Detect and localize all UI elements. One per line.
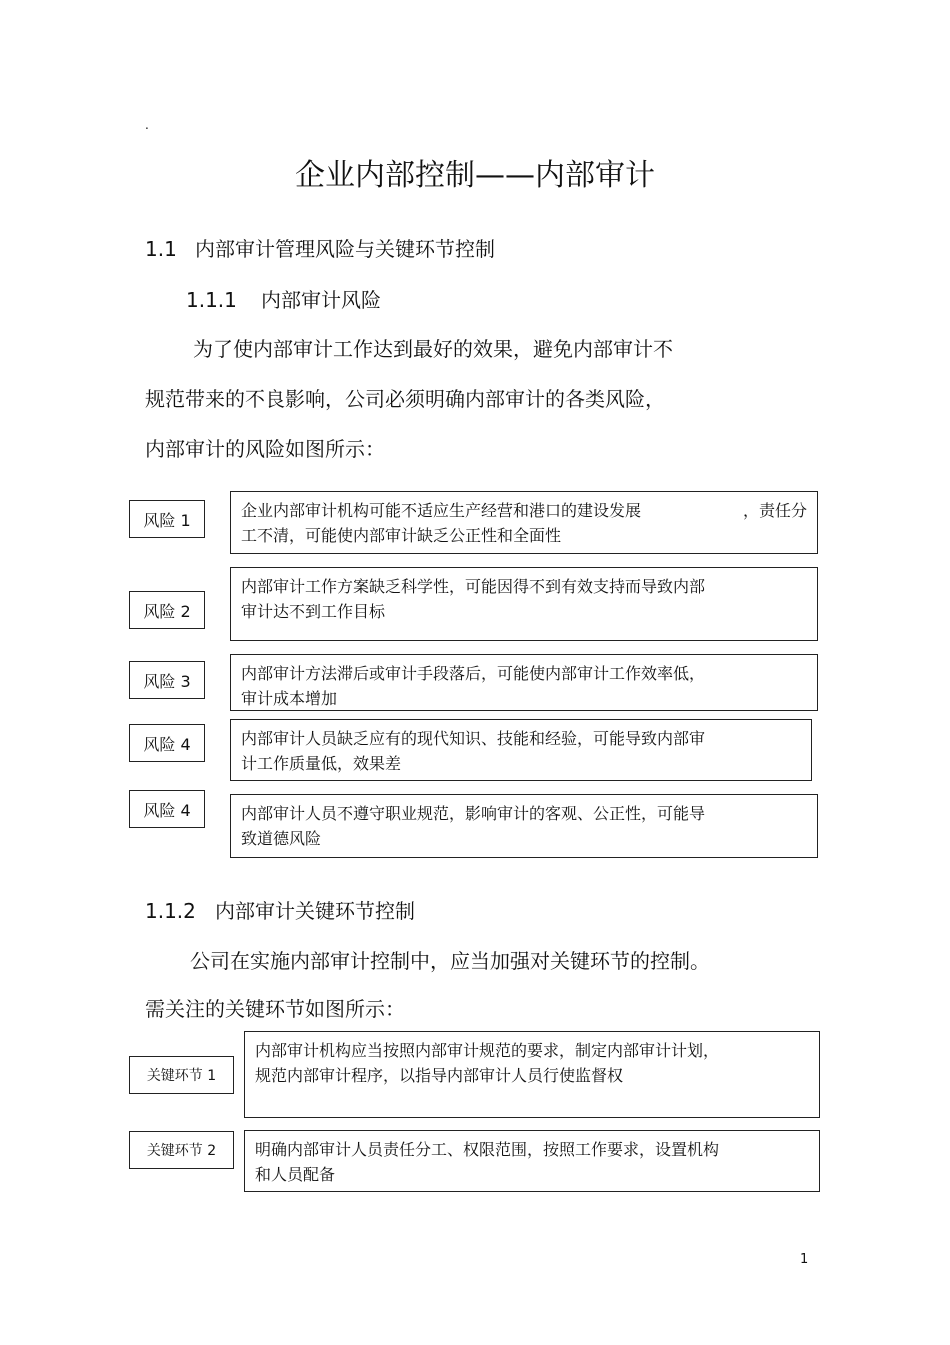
risk-text-line: 致道德风险 [241,829,322,848]
section-heading [145,233,495,262]
risk-text-line: 内部审计人员缺乏应有的现代知识、技能和经验，可能导致内部审 [241,729,706,748]
risk-box-3 [230,654,818,711]
subsection-heading-1 [186,284,381,313]
paragraph-line: 需关注的关键环节如图所示： [145,997,405,1021]
subsection-title: 内部审计关键环节控制 [215,899,415,923]
subsection-heading-2 [145,895,415,924]
risk-box-5 [230,794,818,858]
risk-text-line: 内部审计方法滞后或审计手段落后，可能使内部审计工作效率低， [241,664,706,683]
key-box-2 [244,1130,820,1192]
subsection-title: 内部审计风险 [261,288,381,312]
key-text-line: 明确内部审计人员责任分工、权限范围，按照工作要求，设置机构 [255,1140,720,1159]
key-label-2: 关键环节 2 [129,1131,234,1169]
key-text-line: 规范内部审计程序，以指导内部审计人员行使监督权 [255,1066,624,1085]
risk-label-1: 风险 1 [129,500,205,538]
risk-label-2: 风险 2 [129,591,205,629]
risk-box-2 [230,567,818,641]
risk-box-4 [230,719,812,781]
paragraph-line: 内部审计的风险如图所示： [145,437,385,461]
risk-text-line: 审计成本增加 [241,689,338,708]
subsection-number: 1.1.2 [145,899,196,923]
risk-label-3: 风险 3 [129,661,205,699]
risk-text-line [241,498,807,523]
risk-label-5: 风险 4 [129,790,205,828]
subsection-number: 1.1.1 [186,288,237,312]
key-label-1: 关键环节 1 [129,1056,234,1094]
risk-text-line: 内部审计人员不遵守职业规范，影响审计的客观、公正性，可能导 [241,804,706,823]
section-number: 1.1 [145,237,177,261]
paragraph-line: 规范带来的不良影响，公司必须明确内部审计的各类风险， [145,387,665,411]
key-text-line: 内部审计机构应当按照内部审计规范的要求，制定内部审计计划， [255,1041,720,1060]
risk-text: ，责任分 [742,501,807,520]
section-title: 内部审计管理风险与关键环节控制 [195,237,495,261]
paragraph-line: 公司在实施内部审计控制中，应当加强对关键环节的控制。 [190,949,710,973]
header-dot: . [145,118,149,132]
key-text-line: 和人员配备 [255,1165,336,1184]
risk-text: 企业内部审计机构可能不适应生产经营和港口的建设发展 [241,501,642,520]
key-box-1 [244,1031,820,1118]
risk-text-line: 计工作质量低，效果差 [241,754,402,773]
risk-text-line: 内部审计工作方案缺乏科学性，可能因得不到有效支持而导致内部 [241,577,706,596]
risk-label-4: 风险 4 [129,724,205,762]
risk-text-line: 工不清，可能使内部审计缺乏公正性和全面性 [241,526,562,545]
page-number: 1 [800,1252,809,1267]
paragraph-line: 为了使内部审计工作达到最好的效果，避免内部审计不 [193,337,673,361]
risk-box-1 [230,491,818,554]
risk-text-line: 审计达不到工作目标 [241,602,386,621]
page-title: 企业内部控制——内部审计 [295,158,655,193]
